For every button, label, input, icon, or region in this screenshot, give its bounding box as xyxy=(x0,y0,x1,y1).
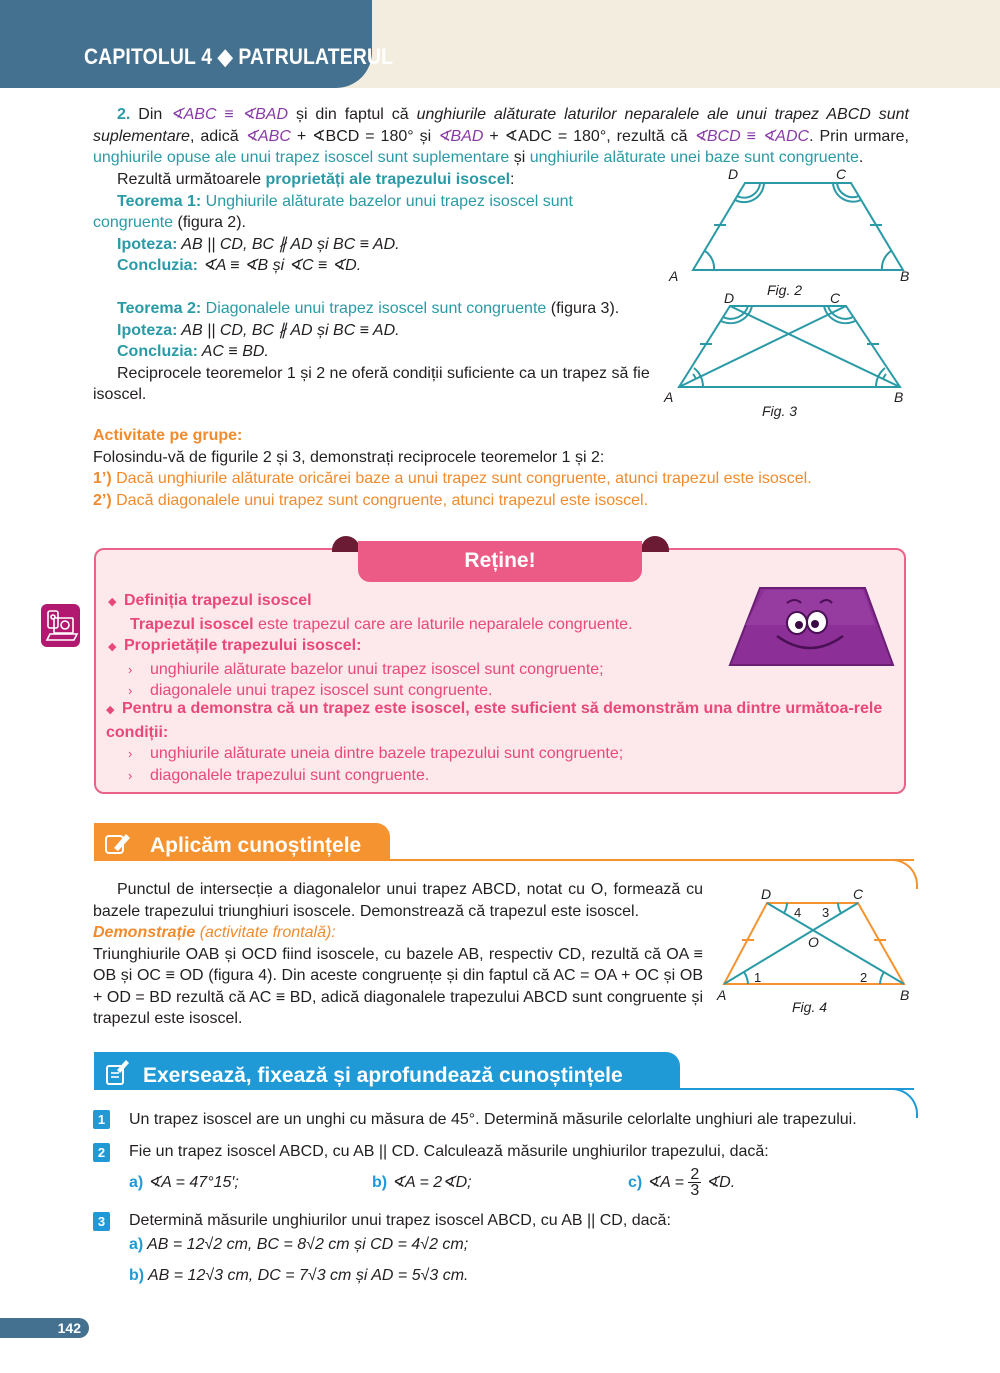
exerseaza-title: Exersează, fixează și aprofundează cunoștințele xyxy=(143,1064,623,1087)
retine-property: › diagonalele unui trapez isoscel sunt congruente. xyxy=(128,682,493,699)
demonstration-label: Demonstrație (activitate frontală): xyxy=(93,924,336,941)
exercise-2a: a) ∢A = 47°15′; xyxy=(129,1174,239,1191)
fig3-label-a: A xyxy=(664,389,674,405)
fig2-label-c: C xyxy=(836,166,847,182)
theorem-1-conclusion: Concluzia: ∢A ≡ ∢B și ∢C ≡ ∢D. xyxy=(117,257,362,274)
fig4-label-o: O xyxy=(808,934,819,950)
page-number: 142 xyxy=(0,1318,89,1338)
theorem-2: Teorema 2: Diagonalele unui trapez isoscel sunt congruente (figura 3). xyxy=(117,300,620,317)
exercise-2b: b) ∢A = 2∢D; xyxy=(372,1174,472,1191)
fig3-diagonal-bd xyxy=(730,306,900,387)
activity-item: 1’) Dacă unghiurile alăturate oricărei baze a unui trapez sunt congruente, atunci trapezul este isoscel. xyxy=(93,470,812,487)
fig4-label-c: C xyxy=(853,886,864,902)
figure-3 xyxy=(660,288,920,423)
exercise-2-text: Fie un trapez isoscel ABCD, cu AB || CD. Calculează măsurile unghiurilor trapezului, dacă: xyxy=(129,1143,769,1160)
theorem-2-hypothesis: Ipoteza: AB || CD, BC ∦ AD și BC ≡ AD. xyxy=(117,321,400,339)
chapter-title: CAPITOLUL 4 ◆ PATRULATERUL xyxy=(84,44,394,69)
fig4-angle-3: 3 xyxy=(822,905,830,920)
exercise-3-text: Determină măsurile unghiurilor unui trapez isoscel ABCD, cu AB || CD, dacă: xyxy=(129,1212,671,1229)
retine-ribbon-right xyxy=(641,536,669,552)
properties-block xyxy=(93,169,653,406)
fig3-label-b: B xyxy=(894,389,904,405)
demonstration-text: Triunghiurile OAB și OCD fiind isoscele, cu bazele AB, respectiv CD, rezultă că OA ≡ OB și OC ≡ OD (figura 4). Din aceste congruențe și din faptul că AC = OA + OC și OB + OD = BD rezultă că AC ≡ BD, adică diagonalele trapezului ABCD sunt congruente și trapezul este isoscel. xyxy=(93,945,703,1027)
fig2-label-d: D xyxy=(728,166,739,182)
exercise-3a: a) AB = 12√2 cm, BC = 8√2 cm și CD = 4√2 cm; xyxy=(129,1236,469,1253)
fraction: $\frac{2}{3}$ xyxy=(690,1166,700,1200)
intro-paragraph: 2. Din ∢ABC ≡ ∢BAD și din faptul că unghiurile alăturate laturilor neparalele ale unui trapez ABCD sunt suplementare, adică ∢ABC + ∢BCD = 180° și ∢BAD + ∢ADC = 180°, rezultă că ∢BCD ≡ ∢ADC. Prin urmare, unghiurile opuse ale unui trapez isoscel sunt suplementare și unghiurile alăturate unei baze sunt congruente. xyxy=(93,106,910,166)
fig4-caption: Fig. 4 xyxy=(792,999,828,1015)
retine-conditions xyxy=(106,698,898,786)
fig3-label-d: D xyxy=(724,290,735,306)
fig3-caption: Fig. 3 xyxy=(762,403,798,419)
retine-properties-title: ◆ Proprietățile trapezului isoscel: xyxy=(108,637,362,654)
trapezoid-mascot xyxy=(725,585,900,670)
theorem-1: Teorema 1: Unghiurile alăturate bazelor unui trapez isoscel sunt congruente (figura 2). xyxy=(93,192,573,231)
notepad-pencil-icon xyxy=(104,1058,130,1086)
fig4-angle-1: 1 xyxy=(754,970,762,985)
retine-content xyxy=(108,590,728,702)
exercise-3b: b) AB = 12√3 cm, DC = 7√3 cm și AD = 5√3 cm. xyxy=(129,1267,469,1284)
activity-intro: Folosindu-vă de figurile 2 și 3, demonstrați reciprocele teoremelor 1 și 2: xyxy=(93,448,605,466)
fig3-label-c: C xyxy=(830,290,841,306)
activity-title: Activitate pe grupe: xyxy=(93,427,243,444)
activity-block xyxy=(93,425,913,511)
fig2-trapezoid xyxy=(693,183,903,270)
multimedia-device-icon[interactable] xyxy=(41,604,80,647)
retine-property: › unghiurile alăturate bazelor unui trapez isoscel sunt congruente; xyxy=(128,660,604,678)
fig2-label-a: A xyxy=(669,268,679,284)
fig4-label-b: B xyxy=(900,987,910,1003)
retine-definition-title: ◆ Definiția trapezul isoscel xyxy=(108,592,312,609)
exerseaza-divider xyxy=(94,1088,914,1090)
retine-definition: Trapezul isoscel este trapezul care are laturile neparalele congruente. xyxy=(130,615,633,633)
retine-title: Reține! xyxy=(358,541,642,582)
fig2-caption: Fig. 2 xyxy=(767,282,803,298)
exercise-2c: c) ∢A = $\frac{2}{3}$ ∢D. xyxy=(628,1166,736,1200)
retine-condition: › diagonalele trapezului sunt congruente. xyxy=(128,766,430,784)
fig4-diagonal-ac xyxy=(724,903,858,984)
reciprocal-note: Reciprocele teoremelor 1 și 2 ne oferă condiții suficiente ca un trapez să fie isoscel. xyxy=(93,364,650,403)
exercise-1-number: 1 xyxy=(93,1110,110,1129)
exercise-3-number: 3 xyxy=(93,1212,110,1231)
pen-edit-icon xyxy=(104,831,132,855)
figure-2 xyxy=(660,165,920,305)
fig4-angle-2: 2 xyxy=(860,970,868,985)
theorem-2-conclusion: Concluzia: AC ≡ BD. xyxy=(117,343,269,360)
properties-lead: Rezultă următoarele proprietăți ale trapezului isoscel: xyxy=(117,171,515,188)
fig2-label-b: B xyxy=(900,268,910,284)
retine-conditions-title: ◆ Pentru a demonstra că un trapez este isoscel, este suficient să demonstrăm una dintre următoa-rele condiții: xyxy=(106,700,883,741)
theorem-1-hypothesis: Ipoteza: AB || CD, BC ∦ AD și BC ≡ AD. xyxy=(117,235,400,253)
figure-4 xyxy=(710,882,920,1022)
aplicam-problem: Punctul de intersecție a diagonalelor unui trapez ABCD, notat cu O, formează cu bazele trapezului triunghiuri isoscele. Demonstrează că trapezul este isoscel. Demonstrație (activitate frontală): Triunghiurile OAB și OCD fiind isoscele, cu bazele AB, respectiv CD, rezultă că OA ≡ OB și OC ≡ OD (figura 4). Din aceste congruențe și din faptul că AC = OA + OC și OB + OD = BD rezultă că AC ≡ BD, adică diagonalele trapezului ABCD sunt congruente și trapezul este isoscel. xyxy=(93,879,703,1030)
exercise-1-text: Un trapez isoscel are un unghi cu măsura de 45°. Determină măsurile celorlalte unghiuri ale trapezului. xyxy=(129,1111,857,1128)
fig4-label-d: D xyxy=(761,886,772,902)
retine-ribbon-left xyxy=(332,536,360,552)
aplicam-divider xyxy=(94,859,914,861)
fig4-angle-4: 4 xyxy=(794,905,802,920)
aplicam-title: Aplicăm cunoștințele xyxy=(150,834,362,857)
activity-item: 2’) Dacă diagonalele unui trapez sunt congruente, atunci trapezul este isoscel. xyxy=(93,491,649,509)
retine-condition: › unghiurile alăturate uneia dintre bazele trapezului sunt congruente; xyxy=(128,745,624,762)
fig4-label-a: A xyxy=(717,987,727,1003)
fig3-trapezoid xyxy=(679,306,900,387)
exercise-2-number: 2 xyxy=(93,1143,110,1162)
